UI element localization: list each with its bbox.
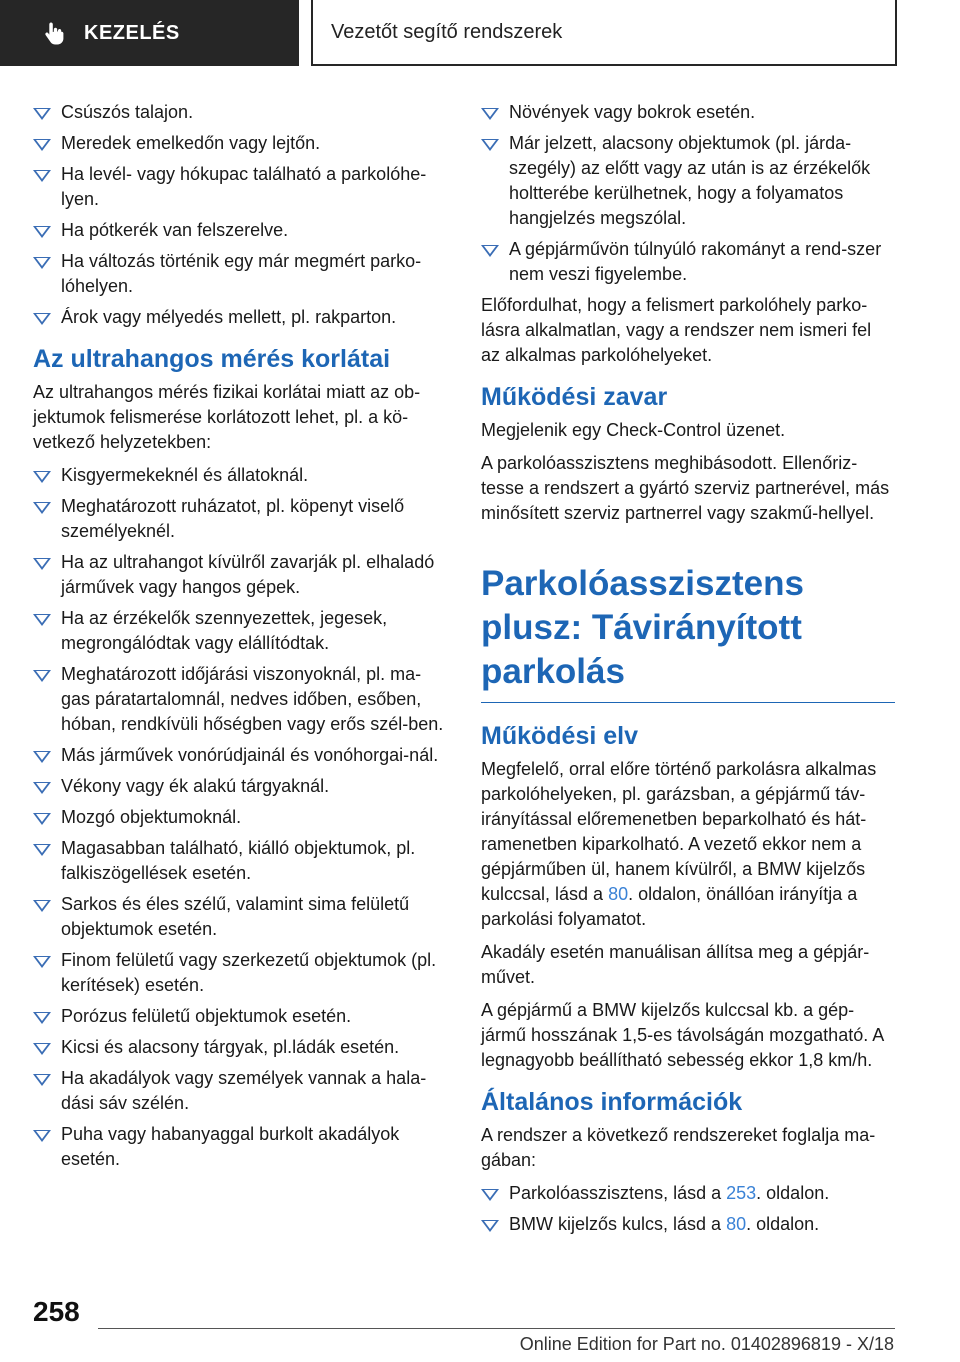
list-item: Finom felületű vagy szerkezetű objektumok (pl. kerítések) esetén. [33,948,448,998]
bullet-triangle-icon [33,139,51,151]
bullet-triangle-icon [33,226,51,238]
conditions-list-continued [481,100,895,287]
bullet-triangle-icon [481,139,499,151]
bullet-triangle-icon [481,245,499,257]
hand-pointer-icon [44,21,66,45]
bullet-triangle-icon [33,813,51,825]
list-item: Kisgyermekeknél és állatoknál. [33,463,448,488]
list-item: Magasabban található, kiálló objektumok, pl. falkiszögellések esetén. [33,836,448,886]
paragraph: A gépjármű a BMW kijelzős kulccsal kb. a gép-jármű hosszának 1,5-es távolságán mozgatható. A legnagyobb beállítható sebesség ekkor 1,8 km/h. [481,1000,884,1070]
list-item: Már jelzett, alacsony objektumok (pl. járda-szegély) az előtt vagy az után is az érzékelők holtterébe kerülhetnek, hogy a folyamatos hangjelzés megszólal. [481,131,895,231]
paragraph: Megfelelő, orral előre történő parkolásra alkalmas parkolóhelyeken, pl. garázsban, a gépjármű táv-irányítással előremenetben beparkolható és hát-ramenetben kiparkolható. A vezető ekkor nem a gépjárműben ül, hanem kívülről, a BMW kijelzős kulccsal, lásd a 80. oldalon, önállóan irányítja a parkolási folyamatot. [481,759,877,929]
list-item: Ha változás történik egy már megmért parko-lóhelyen. [33,249,448,299]
edition-note: Online Edition for Part no. 01402896819 - X/18 [519,1334,894,1354]
bullet-triangle-icon [33,558,51,570]
list-item: Meghatározott időjárási viszonyoknál, pl. ma-gas páratartalomnál, nedves időben, esőben, hóban, rendkívüli hőségben vagy erős szél-ben. [33,662,448,737]
page-number: 258 [33,1296,80,1327]
list-item: Növények vagy bokrok esetén. [481,100,895,125]
list-item: Meredek emelkedőn vagy lejtőn. [33,131,448,156]
paragraph: Az ultrahangos mérés fizikai korlátai miatt az ob-jektumok felismerése korlátozott lehet, pl. a kö-vetkező helyzetekben: [33,382,421,452]
limits-list [33,463,448,1172]
paragraph: Előfordulhat, hogy a felismert parkolóhely parko-lásra alkalmatlan, vagy a rendszer nem ismeri fel az alkalmas parkolóhelyeket. [481,295,872,365]
bullet-triangle-icon [33,502,51,514]
list-item: Ha akadályok vagy személyek vannak a hala-dási sáv szélén. [33,1066,448,1116]
left-column [33,100,448,1178]
list-item: Árok vagy mélyedés mellett, pl. rakparton. [33,305,448,330]
list-item: Mozgó objektumoknál. [33,805,448,830]
list-item: BMW kijelzős kulcs, lásd a 80. oldalon. [481,1212,895,1237]
list-item: Kicsi és alacsony tárgyak, pl.ládák esetén. [33,1035,448,1060]
bullet-triangle-icon [33,313,51,325]
list-item: Meghatározott ruházatot, pl. köpenyt viselő személyeknél. [33,494,448,544]
list-item: Más járművek vonórúdjainál és vonóhorgai-nál. [33,743,448,768]
bullet-triangle-icon [33,614,51,626]
list-item: Parkolóasszisztens, lásd a 253. oldalon. [481,1181,895,1206]
bullet-triangle-icon [33,108,51,120]
page-reference-link[interactable]: 80 [608,884,629,904]
list-item: Ha levél- vagy hókupac található a parkolóhe-lyen. [33,162,448,212]
footer-divider [98,1328,895,1329]
section-heading: Működési zavar [481,383,668,411]
section-heading: Általános információk [481,1088,743,1116]
bullet-triangle-icon [33,751,51,763]
chapter-header [311,0,897,66]
list-item: A gépjárművön túlnyúló rakományt a rend-szer nem veszi figyelembe. [481,237,895,287]
bullet-triangle-icon [33,170,51,182]
bullet-triangle-icon [33,670,51,682]
section-label: KEZELÉS [84,21,180,44]
bullet-triangle-icon [481,1189,499,1201]
section-tab [0,0,299,66]
list-item: Csúszós talajon. [33,100,448,125]
list-item: Vékony vagy ék alakú tárgyaknál. [33,774,448,799]
chapter-title: Vezetőt segítő rendszerek [331,20,563,43]
page-reference-link[interactable]: 253 [726,1183,757,1203]
bullet-triangle-icon [33,844,51,856]
paragraph: Akadály esetén manuálisan állítsa meg a gépjár-művet. [481,942,870,987]
list-item: Ha az érzékelők szennyezettek, jegesek, megrongálódtak vagy elállítódtak. [33,606,448,656]
list-item: Puha vagy habanyaggal burkolt akadályok esetén. [33,1122,448,1172]
bullet-triangle-icon [481,108,499,120]
conditions-list [33,100,448,330]
bullet-triangle-icon [33,1012,51,1024]
list-item: Ha pótkerék van felszerelve. [33,218,448,243]
bullet-triangle-icon [33,257,51,269]
bullet-triangle-icon [33,900,51,912]
paragraph: A parkolóasszisztens meghibásodott. Ellenőriz-tesse a rendszert a gyártó szerviz partnerével, más minősített szerviz partnerrel vagy szakmű-hellyel. [481,453,890,523]
bullet-triangle-icon [33,1074,51,1086]
bullet-triangle-icon [33,471,51,483]
paragraph: A rendszer a következő rendszereket foglalja ma-gában: [481,1125,876,1170]
list-item: Ha az ultrahangot kívülről zavarják pl. elhaladó járművek vagy hangos gépek. [33,550,448,600]
section-heading: Működési elv [481,722,638,750]
bullet-triangle-icon [33,956,51,968]
chapter-section-title: Parkolóasszisztens plusz: Távirányított parkolás [481,562,895,703]
systems-list [481,1181,895,1237]
right-column [481,100,895,1243]
list-item: Sarkos és éles szélű, valamint sima felületű objektumok esetén. [33,892,448,942]
bullet-triangle-icon [33,782,51,794]
bullet-triangle-icon [33,1043,51,1055]
page-reference-link[interactable]: 80 [726,1214,747,1234]
section-heading: Az ultrahangos mérés korlátai [33,345,391,373]
list-item: Porózus felületű objektumok esetén. [33,1004,448,1029]
paragraph: Megjelenik egy Check-Control üzenet. [481,420,786,440]
bullet-triangle-icon [481,1220,499,1232]
bullet-triangle-icon [33,1130,51,1142]
